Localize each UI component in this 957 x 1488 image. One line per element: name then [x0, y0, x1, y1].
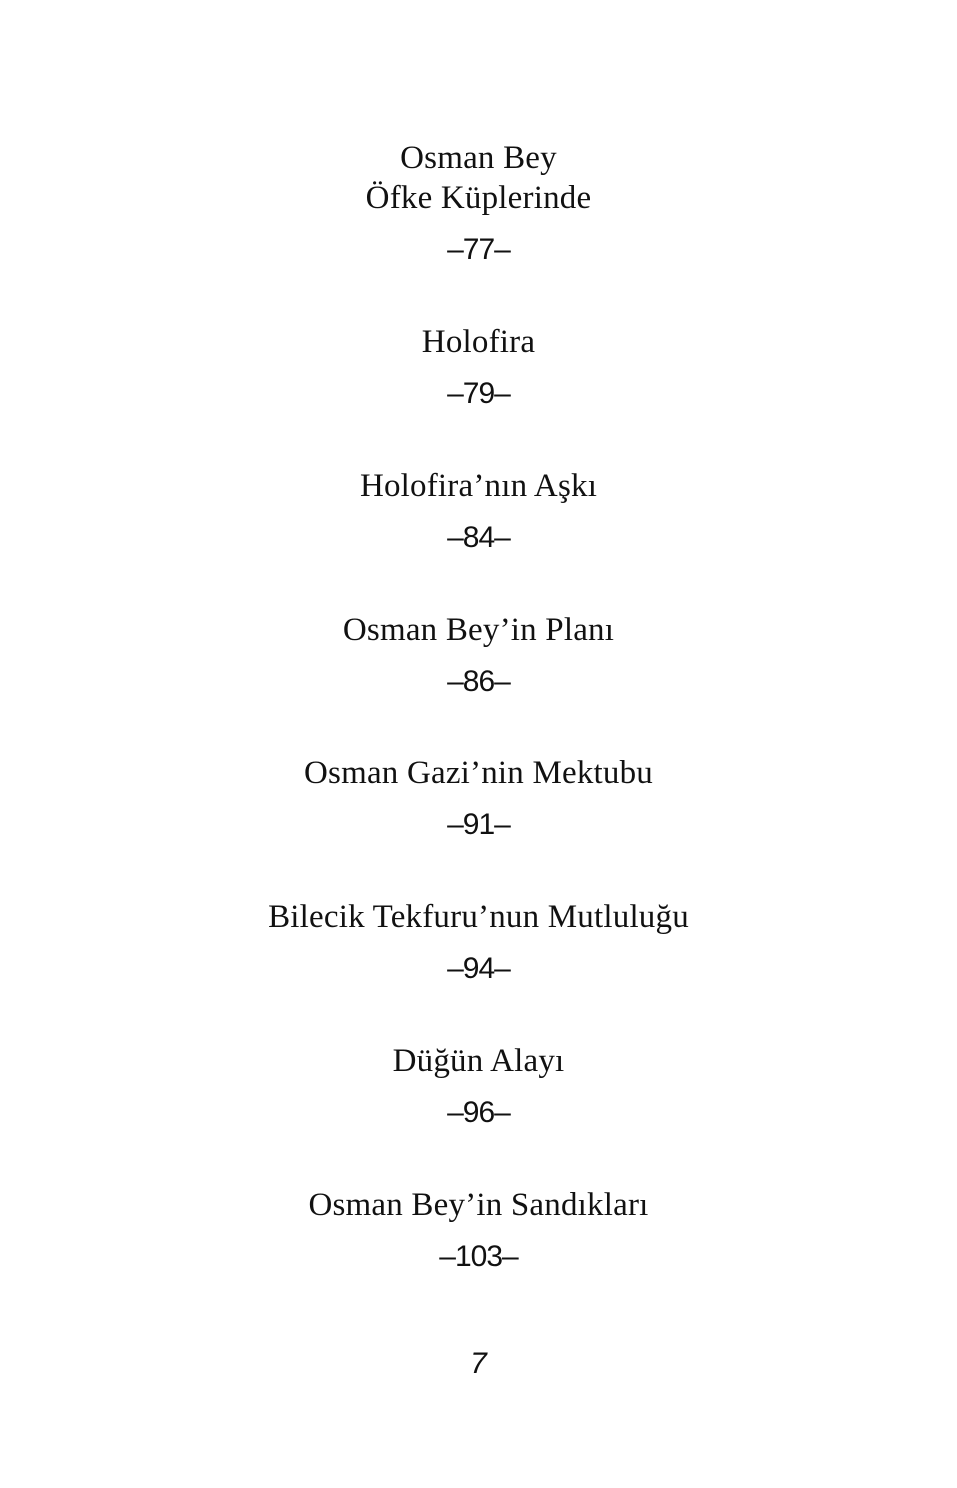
entry-title-line: Öfke Küplerinde: [365, 180, 592, 216]
toc-entry: [0, 753, 957, 843]
entry-page-number: –91–: [447, 808, 510, 841]
entry-title-line: Osman Bey: [400, 140, 557, 176]
entry-title-line: Holofira: [421, 324, 536, 360]
toc-entry: [0, 1041, 957, 1131]
toc-entry: [0, 610, 957, 700]
toc-entry: [0, 897, 957, 987]
entry-page-number: –94–: [447, 952, 510, 985]
entry-page-number: –86–: [447, 665, 510, 698]
entry-title-line: Osman Gazi’nin Mektubu: [304, 755, 653, 791]
entry-page-number: –77–: [447, 233, 510, 266]
entry-page-number: –84–: [447, 521, 510, 554]
entry-title-line: Düğün Alayı: [392, 1043, 565, 1079]
entry-title-line: Osman Bey’in Planı: [342, 612, 615, 648]
page-folio-number: 7: [470, 1347, 487, 1380]
entry-title-line: Bilecik Tekfuru’nun Mutluluğu: [268, 899, 689, 935]
entry-title-line: Holofira’nın Aşkı: [359, 468, 598, 504]
toc-entry: [0, 1185, 957, 1275]
toc-entry: [0, 322, 957, 412]
entry-page-number: –79–: [447, 377, 510, 410]
toc-entry: [0, 138, 957, 268]
entry-title-line: Osman Bey’in Sandıkları: [308, 1187, 649, 1223]
toc-entry: [0, 466, 957, 556]
entry-page-number: –103–: [439, 1240, 518, 1273]
entry-page-number: –96–: [447, 1096, 510, 1129]
